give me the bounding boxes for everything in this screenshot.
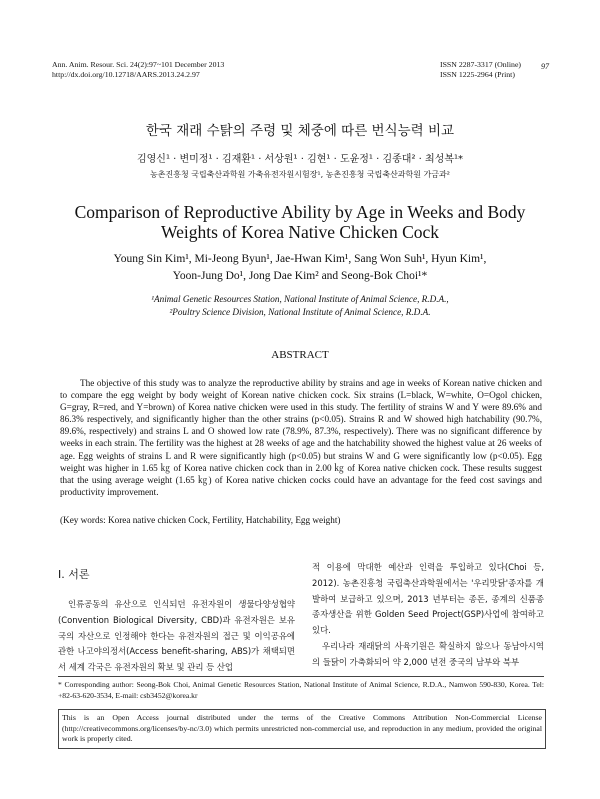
footnote-divider bbox=[58, 676, 544, 677]
korean-title: 한국 재래 수탉의 주령 및 체중에 따른 번식능력 비교 bbox=[145, 123, 455, 139]
english-title: Comparison of Reproductive Ability by Age in Weeks and Body Weights of Korea Native Chicken Cock bbox=[74, 202, 526, 242]
journal-citation bbox=[52, 60, 224, 80]
page-number: 97 bbox=[541, 62, 549, 71]
intro-paragraph: 적 이용에 막대한 예산과 인력을 투입하고 있다(Choi 등, 2012). 농촌진흥청 국립축산과학원에서는 '우리맛닭'종자를 개발하여 보급하고 있으며, 2013 년부터는 종돈, 종계의 신품종 종자생산을 위한 Golden Seed Project(GSP)사업에 참여하고 있다. bbox=[312, 562, 544, 636]
section-heading: Ⅰ. 서론 bbox=[58, 568, 90, 581]
intro-right-column bbox=[312, 560, 544, 671]
issn-block bbox=[440, 60, 521, 80]
open-access-notice: This is an Open Access journal distributed under the terms of the Creative Commons Attribution Non-Commercial License (http://creativecommons.org/licenses/by-nc/3.0) which permits unrestricted non-commercial use, and reproduction in any medium, provided the original work is properly cited. bbox=[58, 709, 546, 749]
authors-line: Yoon-Jung Do¹, Jong Dae Kim² and Seong-Bok Choi¹* bbox=[172, 270, 428, 282]
keywords: (Key words: Korea native chicken Cock, Fertility, Hatchability, Egg weight) bbox=[60, 515, 341, 525]
affiliation-2: ²Poultry Science Division, National Institute of Animal Science, R.D.A. bbox=[169, 307, 431, 317]
issn-print: ISSN 1225-2964 (Print) bbox=[440, 70, 515, 79]
english-authors bbox=[60, 251, 540, 285]
issn-online: ISSN 2287-3317 (Online) bbox=[440, 60, 521, 69]
korean-affiliations: 농촌진흥청 국립축산과학원 가축유전자원시험장¹, 농촌진흥청 국립축산과학원 가금과² bbox=[150, 170, 450, 179]
affiliation-1: ¹Animal Genetic Resources Station, National Institute of Animal Science, R.D.A., bbox=[151, 294, 449, 304]
intro-paragraph: 우리나라 재래닭의 사육기원은 확실하지 않으나 동남아시역의 들닭이 가축화되어 약 2,000 년전 중국의 남부와 북부 bbox=[312, 640, 544, 667]
abstract-heading: ABSTRACT bbox=[271, 349, 329, 361]
journal-citation-line: Ann. Anim. Resour. Sci. 24(2):97~101 December 2013 bbox=[52, 60, 225, 69]
korean-authors: 김영신¹ · 변미정¹ · 김재환¹ · 서상원¹ · 김현¹ · 도윤정¹ · 김종대² · 최성복¹* bbox=[136, 154, 463, 165]
abstract-body: The objective of this study was to analyze the reproductive ability by strains and age in weeks of Korean native chicken and to compare the egg weight by body weight of Korean native chicken cock. Six strains (L=black, W=white, O=Ogol chicken, G=gray, R=red, and Y=brown) of Korea native chicken were used in this study. The fertility of strains W and Y were 89.6% and 86.3% respectively, and significantly higher than the other strains (p<0.05). Strains R and W showed high hatchability (90.7%, 89.6%, respectively) and strains L and O showed low rate (78.9%, 87.3%, respectively). There was no significant difference by weeks in each strain. The fertility was the highest at 28 weeks of age and the hatchability showed the highest value at 26 weeks of age. Egg weights of strains L and R were significantly high (p<0.05) but strains W and G were significantly low (p<0.05). Egg weight was higher in 1.65 ㎏ of Korea native chicken cock than in 2.00 ㎏ of Korea native chicken cock. These results suggest that the using average weight (1.65 ㎏) of Korea native chicken cocks could have an advantage for the feed cost savings and productivity improvement. bbox=[60, 378, 542, 497]
intro-left-column: 인류공동의 유산으로 인식되던 유전자원이 생물다양성협약(Convention Biological Diversity, CBD)과 유전자원은 보유국의 자산으로 인정해야 한다는 유전자원의 접근 및 이익공유에 관한 나고야의정서(Access benefit-sharing, ABS)가 채택되면서 세계 각국은 유전자원의 확보 및 관리 등 산업 bbox=[58, 599, 295, 673]
authors-line: Young Sin Kim¹, Mi-Jeong Byun¹, Jae-Hwan Kim¹, Sang Won Suh¹, Hyun Kim¹, bbox=[113, 253, 487, 265]
corresponding-author-note: * Corresponding author: Seong-Bok Choi, Animal Genetic Resources Station, National Institute of Animal Science, R.D.A., Namwon 590-830, Korea. Tel: +82-63-620-3534, E-mail: csb3452@korea.kr bbox=[58, 680, 544, 700]
doi-link[interactable]: http://dx.doi.org/10.12718/AARS.2013.24.2.97 bbox=[52, 70, 200, 79]
english-affiliations bbox=[50, 293, 550, 319]
